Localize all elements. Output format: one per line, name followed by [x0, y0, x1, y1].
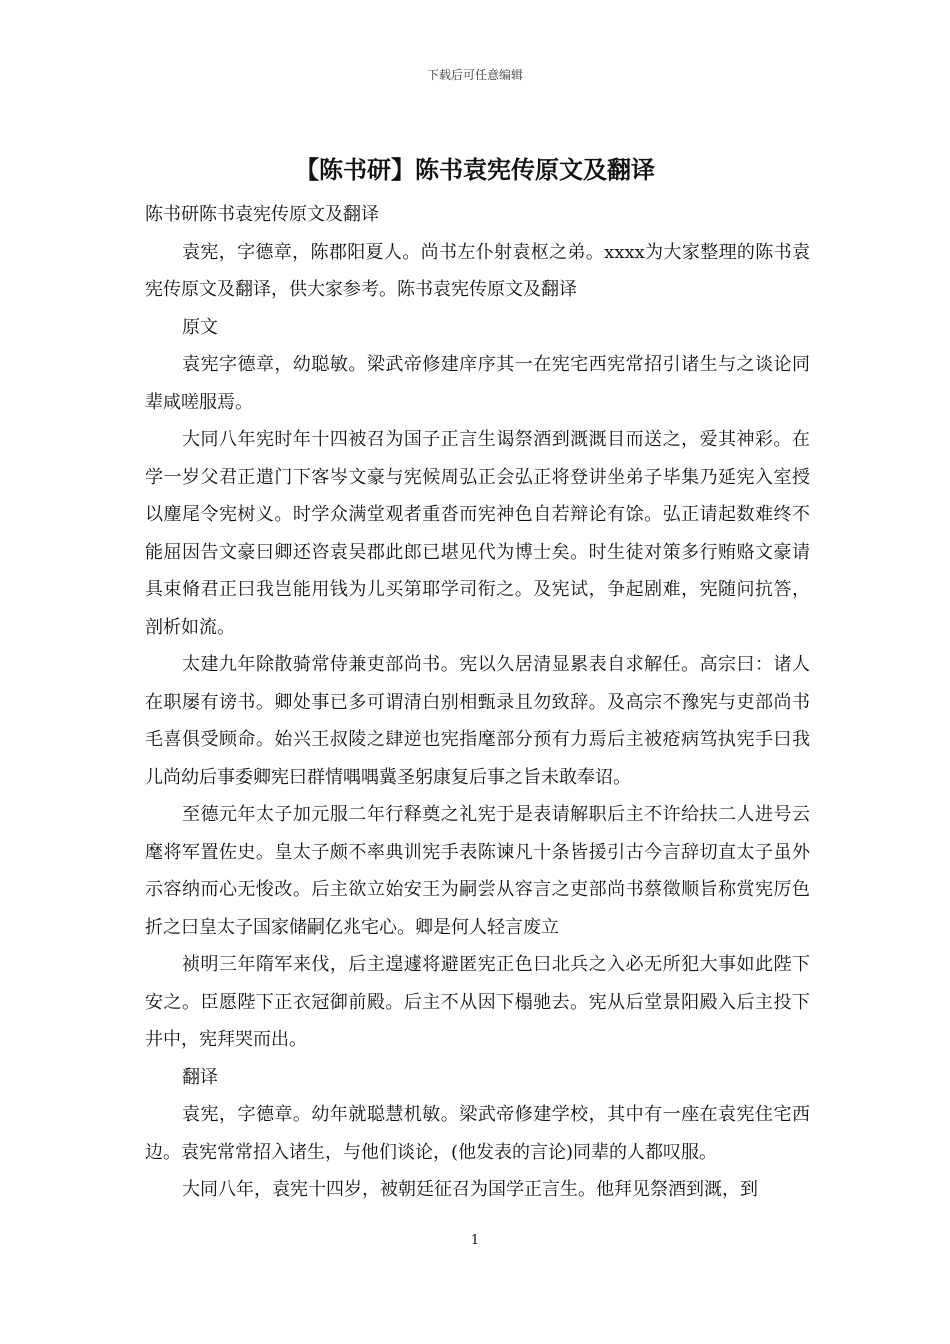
paragraph-original-1: 袁宪字德章，幼聪敏。梁武帝修建庠序其一在宪宅西宪常招引诸生与之谈论同辈咸嗟服焉。	[145, 354, 810, 413]
paragraph-translation-1: 袁宪，字德章。幼年就聪慧机敏。梁武帝修建学校，其中有一座在袁宪住宅西边。袁宪常常招入诸生，与他们谈论，(他发表的言论)同辈的人都叹服。	[145, 1104, 810, 1163]
document-body	[145, 196, 810, 1209]
paragraph-original-5: 祯明三年隋军来伐，后主遑遽将避匿宪正色曰北兵之入必无所犯大事如此陛下安之。臣愿陛下正衣冠御前殿。后主不从因下榻驰去。宪从后堂景阳殿入后主投下井中，宪拜哭而出。	[145, 954, 810, 1050]
section-heading-original: 原文	[182, 316, 218, 338]
paragraph-subtitle: 陈书研陈书袁宪传原文及翻译	[145, 204, 379, 225]
page-header-note: 下载后可任意编辑	[426, 68, 523, 82]
paragraph-original-2: 大同八年宪时年十四被召为国子正言生谒祭酒到溉溉目而送之，爱其神彩。在学一岁父君正遣门下客岑文豪与宪候周弘正会弘正将登讲坐弟子毕集乃延宪入室授以麈尾令宪树义。时学众满堂观者重沓而宪神色自若辩论有馀。弘正请起数难终不能屈因告文豪曰卿还咨袁吴郡此郎已堪见代为博士矣。时生徒对策多行贿赂文豪请具束脩君正曰我岂能用钱为儿买第耶学司衔之。及宪试，争起剧难，宪随问抗答，剖析如流。	[145, 429, 810, 638]
paragraph-original-3: 太建九年除散骑常侍兼吏部尚书。宪以久居清显累表自求解任。高宗曰：诸人在职屡有谤书。卿处事已多可谓清白别相甄录且勿致辞。及高宗不豫宪与吏部尚书毛喜俱受顾命。始兴王叔陵之肆逆也宪指麾部分预有力焉后主被疮病笃执宪手曰我儿尚幼后事委卿宪曰群情喁喁冀圣躬康复后事之旨未敢奉诏。	[145, 654, 810, 788]
page-number: 1	[470, 1233, 480, 1248]
document-title: 【陈书研】陈书袁宪传原文及翻译	[295, 156, 655, 184]
paragraph-intro: 袁宪，字德章，陈郡阳夏人。尚书左仆射袁枢之弟。xxxx为大家整理的陈书袁宪传原文及翻译，供大家参考。陈书袁宪传原文及翻译	[145, 241, 810, 300]
section-heading-translation: 翻译	[182, 1066, 218, 1088]
paragraph-original-4: 至德元年太子加元服二年行释奠之礼宪于是表请解职后主不许给扶二人进号云麾将军置佐史。皇太子颇不率典训宪手表陈谏凡十条皆援引古今言辞切直太子虽外示容纳而心无悛改。后主欲立始安王为嗣尝从容言之吏部尚书蔡徵顺旨称赏宪厉色折之曰皇太子国家储嗣亿兆宅心。卿是何人轻言废立	[145, 804, 810, 938]
paragraph-translation-2: 大同八年，袁宪十四岁，被朝廷征召为国学正言生。他拜见祭酒到溉，到	[182, 1179, 758, 1200]
